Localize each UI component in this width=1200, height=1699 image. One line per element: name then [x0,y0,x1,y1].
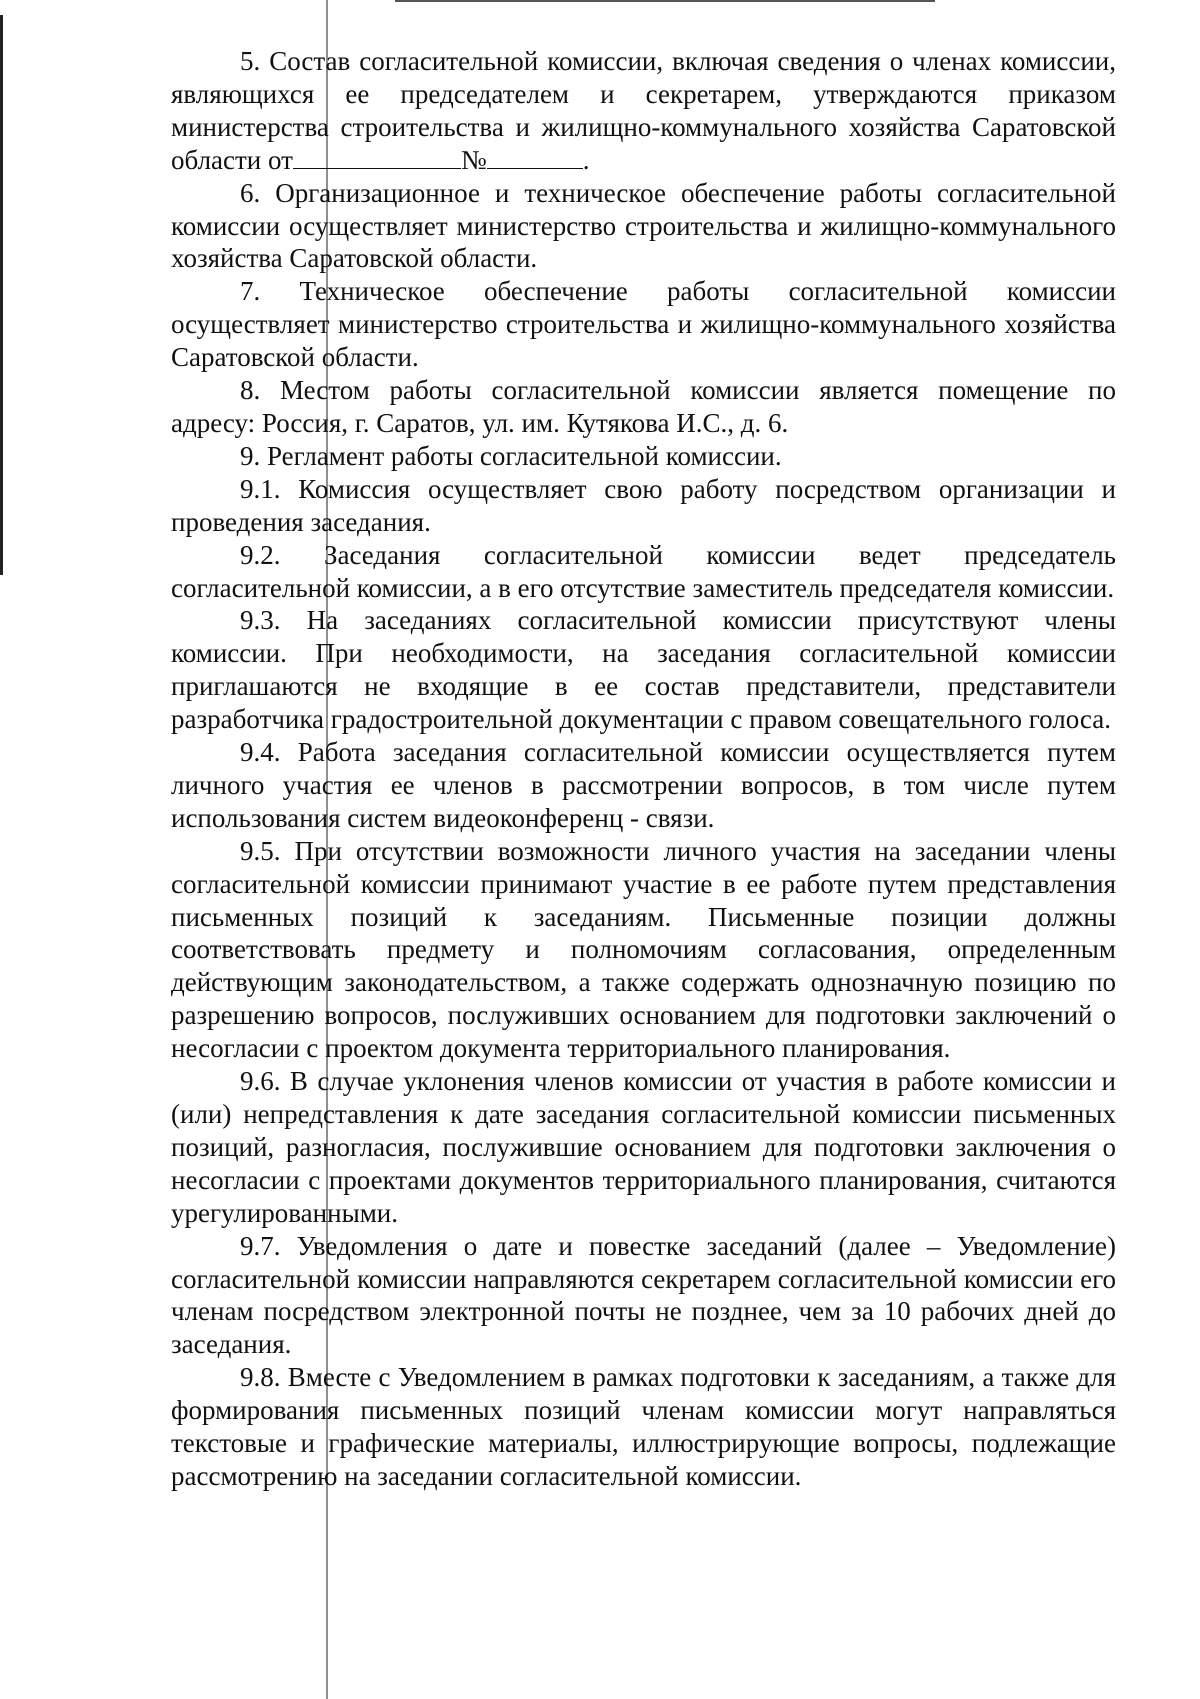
paragraph-5-text: 5. Состав согласительной комиссии, включая сведения о членах комиссии, являющихся ее председателем и секретарем, утверждаются приказом министерства строительства и жилищно-коммунального хозяйства Саратовской области от [171,46,1116,175]
paragraph-9-8: 9.8. Вместе с Уведомлением в рамках подготовки к заседаниям, а также для формирования письменных позиций членам комиссии могут направляться текстовые и графические материалы, иллюстрирующие вопросы, подлежащие рассмотрению на заседании согласительной комиссии. [171,1362,1116,1491]
paragraph-9-3: 9.3. На заседаниях согласительной комиссии присутствуют члены комиссии. При необходимости, на заседания согласительной комиссии приглашаются не входящие в ее состав представители, представители разработчика градостроительной документации с правом совещательного голоса. [171,605,1116,735]
paragraph-9-4: 9.4. Работа заседания согласительной комиссии осуществляется путем личного участия ее членов в рассмотрении вопросов, в том числе путем использования систем видеоконференц - связи. [171,737,1116,833]
paragraph-9-1: 9.1. Комиссия осуществляет свою работу посредством организации и проведения заседания. [171,473,1116,537]
paragraph-9-2: 9.2. Заседания согласительной комиссии ведет председатель согласительной комиссии, а в его отсутствие заместитель председателя комиссии. [171,539,1116,603]
paragraph-9: 9. Регламент работы согласительной комиссии. [240,440,782,471]
date-blank-field [293,146,461,169]
paragraph-7: 7. Техническое обеспечение работы согласительной комиссии осуществляет министерство строительства и жилищно-коммунального хозяйства Саратовской области. [171,276,1116,373]
paragraph-9-7: 9.7. Уведомления о дате и повестке заседаний (далее – Уведомление) согласительной комиссии направляются секретарем согласительной комиссии его членам посредством электронной почты не позднее, чем за 10 рабочих дней до заседания. [171,1230,1116,1360]
scan-top-edge [395,0,935,2]
paragraph-5 [171,45,1116,177]
number-blank-field [487,146,583,169]
number-sign: № [460,144,487,175]
paragraph-9-6: 9.6. В случае уклонения членов комиссии от участия в работе комиссии и (или) непредставления к дате заседания согласительной комиссии письменных позиций, разногласия, послужившие основанием для подготовки заключения о несогласии с проектами документов территориального планирования, считаются урегулированными. [171,1066,1116,1228]
paragraph-5-end: . [582,144,590,175]
paragraph-8: 8. Местом работы согласительной комиссии является помещение по адресу: Россия, г. Саратов, ул. им. Кутякова И.С., д. 6. [171,375,1116,438]
paragraph-9-5: 9.5. При отсутствии возможности личного участия на заседании члены согласительной комиссии принимают участие в ее работе путем представления письменных позиций к заседаниям. Письменные позиции должны соответствовать предмету и полномочиям согласования, определенным действующим законодательством, а также содержать однозначную позицию по разрешению вопросов, послуживших основанием для подготовки заключений о несогласии с проектом документа территориального планирования. [171,835,1116,1064]
scan-margin-bar [0,15,3,575]
paragraph-6: 6. Организационное и техническое обеспечение работы согласительной комиссии осуществляет министерство строительства и жилищно-коммунального хозяйства Саратовской области. [171,177,1116,274]
document-body [171,45,1116,1493]
